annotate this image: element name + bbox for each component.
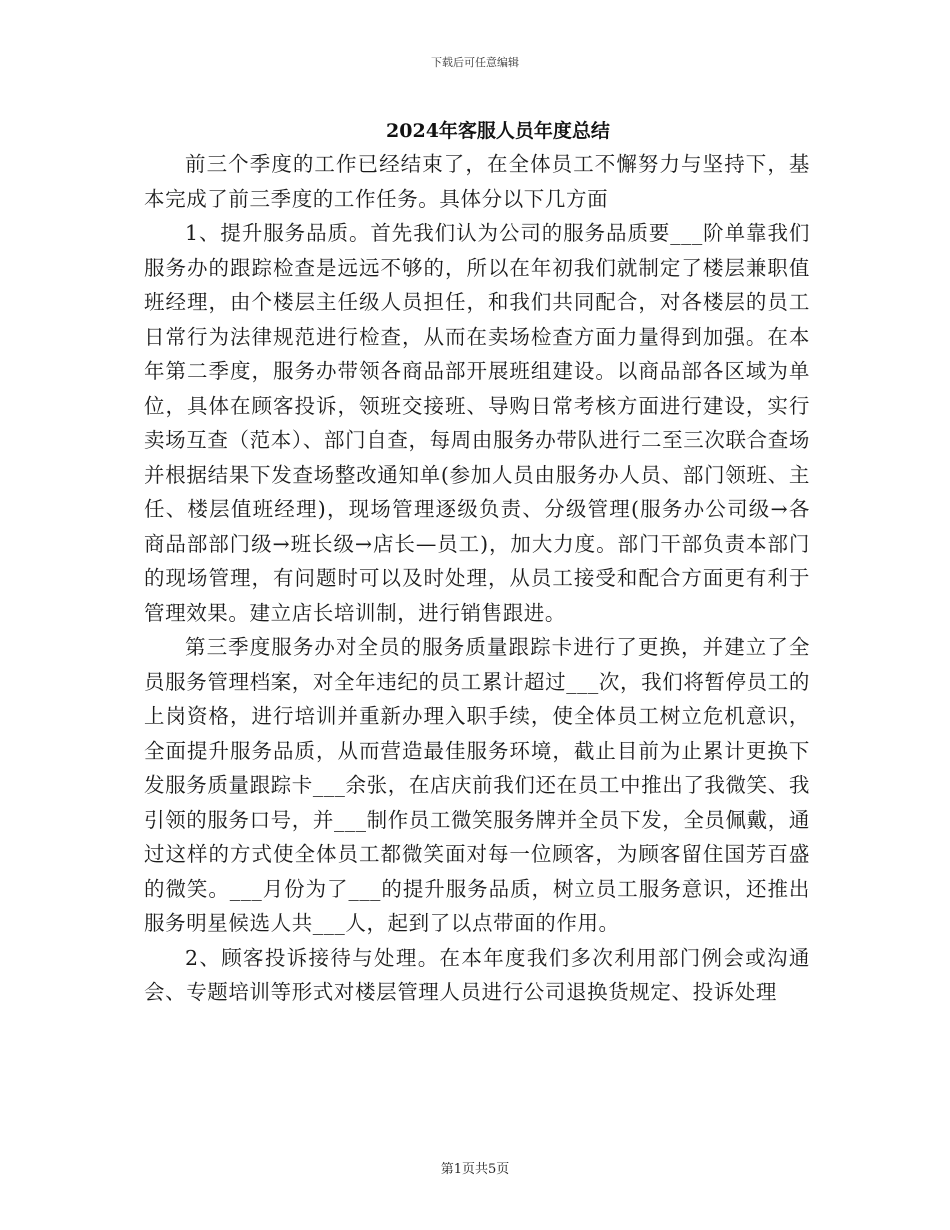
paragraph-third-quarter: 第三季度服务办对全员的服务质量跟踪卡进行了更换，并建立了全员服务管理档案，对全年违纪的员工累计超过___次，我们将暂停员工的上岗资格，进行培训并重新办理入职手续，使全体员工树立危机意识，全面提升服务品质，从而营造最佳服务环境，截止目前为止累计更换下发服务质量跟踪卡___余张，在店庆前我们还在员工中推出了我微笑、我引领的服务口号，并___制作员工微笑服务牌并全员下发，全员佩戴，通过这样的方式使全体员工都微笑面对每一位顾客，为顾客留住国芳百盛的微笑。___月份为了___的提升服务品质，树立员工服务意识，还推出服务明星候选人共___人，起到了以点带面的作用。 bbox=[144, 635, 810, 935]
document-title: 2024年客服人员年度总结 bbox=[386, 120, 610, 142]
document-body bbox=[144, 147, 810, 1010]
paragraph-complaints: 2、顾客投诉接待与处理。在本年度我们多次利用部门例会或沟通会、专题培训等形式对楼层管理人员进行公司退换货规定、投诉处理 bbox=[144, 945, 810, 1004]
page-number: 第1页共5页 bbox=[440, 1162, 510, 1177]
paragraph-intro: 前三个季度的工作已经结束了，在全体员工不懈努力与坚持下，基本完成了前三季度的工作任务。具体分以下几方面 bbox=[144, 152, 810, 211]
paragraph-service-quality: 1、提升服务品质。首先我们认为公司的服务品质要___阶单靠我们服务办的跟踪检查是远远不够的，所以在年初我们就制定了楼层兼职值班经理，由个楼层主任级人员担任，和我们共同配合，对各楼层的员工日常行为法律规范进行检查，从而在卖场检查方面力量得到加强。在本年第二季度，服务办带领各商品部开展班组建设。以商品部各区域为单位，具体在顾客投诉，领班交接班、导购日常考核方面进行建设，实行卖场互查（范本）、部门自查，每周由服务办带队进行二至三次联合查场并根据结果下发查场整改通知单(参加人员由服务办人员、部门领班、主任、楼层值班经理)，现场管理逐级负责、分级管理(服务办公司级→各商品部部门级→班长级→店长—员工)，加大力度。部门干部负责本部门的现场管理，有问题时可以及时处理，从员工接受和配合方面更有利于管理效果。建立店长培训制，进行销售跟进。 bbox=[144, 221, 810, 625]
header-note: 下载后可任意编辑 bbox=[431, 56, 519, 69]
